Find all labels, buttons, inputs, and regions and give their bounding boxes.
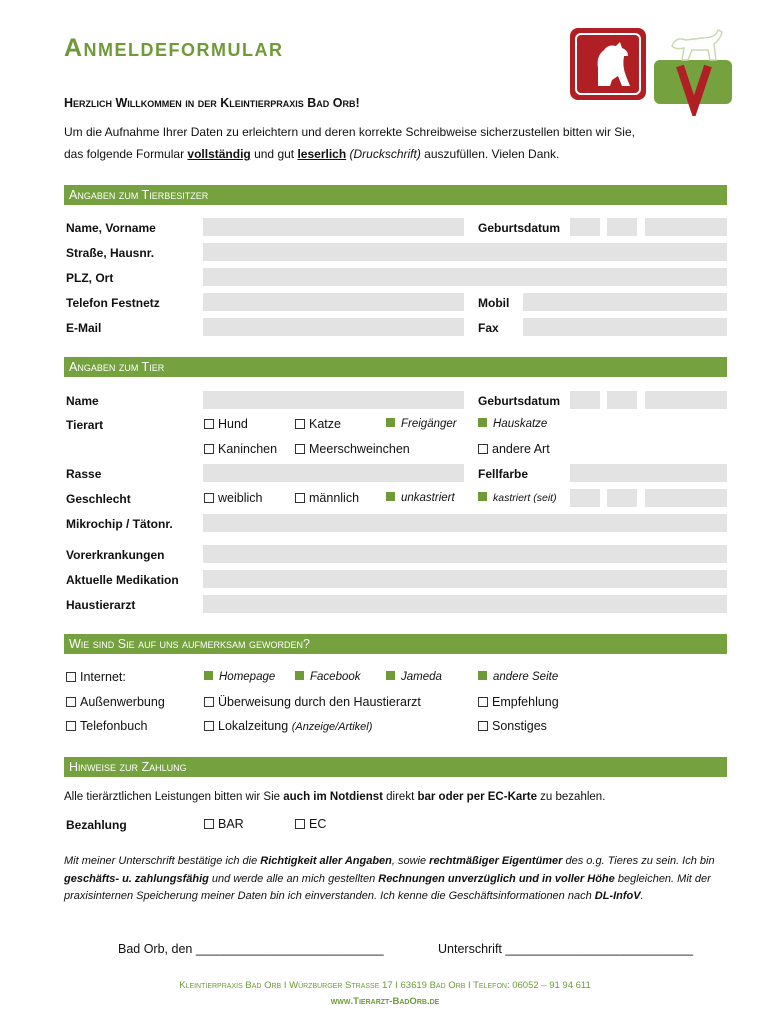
- option-katze[interactable]: Katze: [295, 417, 341, 431]
- checkbox[interactable]: [295, 819, 305, 829]
- label-pet-name: Name: [66, 394, 99, 408]
- pet-name-field[interactable]: [203, 391, 464, 409]
- label-owner-birth: Geburtsdatum: [478, 221, 561, 235]
- label-medikation: Aktuelle Medikation: [66, 573, 179, 587]
- option-meerschweinchen[interactable]: Meerschweinchen: [295, 442, 410, 456]
- label-type: Tierart: [66, 418, 104, 432]
- medikation-field[interactable]: [203, 570, 727, 588]
- kastriert-month-field[interactable]: [607, 489, 637, 507]
- checkbox-filled[interactable]: [204, 671, 213, 680]
- label-vorerkrankungen: Vorerkrankungen: [66, 548, 165, 562]
- form-title: Anmeldeformular: [64, 34, 284, 62]
- owner-birth-day-field[interactable]: [570, 218, 600, 236]
- option-ec[interactable]: EC: [295, 817, 326, 831]
- section-payment: Hinweise zur Zahlung: [64, 757, 727, 777]
- option-facebook[interactable]: Facebook: [295, 671, 361, 683]
- pet-birth-day-field[interactable]: [570, 391, 600, 409]
- option-unkastriert[interactable]: unkastriert: [386, 492, 455, 504]
- checkbox-filled[interactable]: [478, 671, 487, 680]
- option-andere-seite[interactable]: andere Seite: [478, 671, 558, 683]
- checkbox[interactable]: [204, 444, 214, 454]
- chip-field[interactable]: [203, 514, 727, 532]
- confirmation-text: Mit meiner Unterschrift bestätige ich die Richtigkeit aller Angaben, sowie rechtmäßiger Eigentümer des o.g. Tieres zu sein. Ich bin geschäfts- u. zahlungsfähig und werde alle an mich gestellten Rechnungen unverzüglich und in voller Höhe begleichen. Mit der praxisinternen Speicherung meiner Daten bin ich einverstanden. Ich kenne die Geschäftsinformationen nach DL-InfoV.: [64, 855, 715, 902]
- checkbox[interactable]: [295, 419, 305, 429]
- checkbox[interactable]: [66, 697, 76, 707]
- option-homepage[interactable]: Homepage: [204, 671, 275, 683]
- label-haustierarzt: Haustierarzt: [66, 598, 136, 612]
- option-bar[interactable]: BAR: [204, 817, 244, 831]
- option-telefonbuch[interactable]: Telefonbuch: [66, 719, 147, 733]
- rasse-field[interactable]: [203, 464, 464, 482]
- label-fellfarbe: Fellfarbe: [478, 467, 529, 481]
- intro-text: Um die Aufnahme Ihrer Daten zu erleichtern und deren korrekte Schreibweise sicherzustellen bitten wir Sie, das folgende Formular vollständig und gut leserlich (Druckschrift) auszufüllen. Vielen Dank.: [64, 125, 635, 161]
- owner-name-field[interactable]: [203, 218, 464, 236]
- label-geschlecht: Geschlecht: [66, 492, 131, 506]
- option-jameda[interactable]: Jameda: [386, 671, 442, 683]
- option-hauskatze[interactable]: Hauskatze: [478, 418, 547, 430]
- email-field[interactable]: [203, 318, 464, 336]
- label-chip: Mikrochip / Tätonr.: [66, 517, 173, 531]
- checkbox-filled[interactable]: [478, 418, 487, 427]
- checkbox[interactable]: [295, 444, 305, 454]
- checkbox[interactable]: [204, 419, 214, 429]
- label-fax: Fax: [478, 321, 499, 335]
- checkbox-filled[interactable]: [295, 671, 304, 680]
- phone-field[interactable]: [203, 293, 464, 311]
- option-kastriert[interactable]: kastriert (seit): [478, 492, 557, 504]
- fellfarbe-field[interactable]: [570, 464, 727, 482]
- section-source: Wie sind Sie auf uns aufmerksam geworden?: [64, 634, 727, 654]
- checkbox[interactable]: [204, 493, 214, 503]
- option-andere-art[interactable]: andere Art: [478, 442, 550, 456]
- practice-logo: [568, 26, 736, 116]
- label-name: Name, Vorname: [66, 221, 156, 235]
- option-ueberweisung[interactable]: Überweisung durch den Haustierarzt: [204, 695, 421, 709]
- label-rasse: Rasse: [66, 467, 102, 481]
- option-freigaenger[interactable]: Freigänger: [386, 418, 457, 430]
- option-sonstiges[interactable]: Sonstiges: [478, 719, 547, 733]
- kastriert-day-field[interactable]: [570, 489, 600, 507]
- checkbox-filled[interactable]: [386, 492, 395, 501]
- footer-website[interactable]: www.Tierarzt-BadOrb.de: [330, 996, 440, 1007]
- checkbox-filled[interactable]: [386, 418, 395, 427]
- pet-birth-year-field[interactable]: [645, 391, 727, 409]
- option-weiblich[interactable]: weiblich: [204, 491, 262, 505]
- option-kaninchen[interactable]: Kaninchen: [204, 442, 277, 456]
- label-bezahlung: Bezahlung: [66, 818, 127, 832]
- checkbox[interactable]: [204, 721, 214, 731]
- option-empfehlung[interactable]: Empfehlung: [478, 695, 559, 709]
- checkbox[interactable]: [478, 697, 488, 707]
- option-maennlich[interactable]: männlich: [295, 491, 359, 505]
- checkbox-filled[interactable]: [386, 671, 395, 680]
- option-aussenwerbung[interactable]: Außenwerbung: [66, 695, 165, 709]
- checkbox[interactable]: [204, 697, 214, 707]
- checkbox-filled[interactable]: [478, 492, 487, 501]
- checkbox[interactable]: [204, 819, 214, 829]
- owner-birth-year-field[interactable]: [645, 218, 727, 236]
- checkbox[interactable]: [295, 493, 305, 503]
- option-hund[interactable]: Hund: [204, 417, 248, 431]
- welcome-heading: Herzlich Willkommen in der Kleintierpraxis Bad Orb!: [64, 96, 360, 110]
- owner-birth-month-field[interactable]: [607, 218, 637, 236]
- option-internet[interactable]: Internet:: [66, 670, 126, 684]
- checkbox[interactable]: [478, 444, 488, 454]
- checkbox[interactable]: [66, 672, 76, 682]
- label-pet-birth: Geburtsdatum: [478, 394, 561, 408]
- label-mobile: Mobil: [478, 296, 510, 310]
- fax-field[interactable]: [523, 318, 727, 336]
- label-phone: Telefon Festnetz: [66, 296, 160, 310]
- section-pet: Angaben zum Tier: [64, 357, 727, 377]
- label-email: E-Mail: [66, 321, 102, 335]
- street-field[interactable]: [203, 243, 727, 261]
- label-plz: PLZ, Ort: [66, 271, 114, 285]
- section-owner: Angaben zum Tierbesitzer: [64, 185, 727, 205]
- pet-birth-month-field[interactable]: [607, 391, 637, 409]
- footer-address: Kleintierpraxis Bad Orb I Würzburger Straße 17 I 63619 Bad Orb I Telefon: 06052 – 91 94 611: [179, 980, 591, 991]
- checkbox[interactable]: [66, 721, 76, 731]
- plz-field[interactable]: [203, 268, 727, 286]
- signature-place-date[interactable]: Bad Orb, den ___________________________: [118, 942, 384, 956]
- kastriert-year-field[interactable]: [645, 489, 727, 507]
- label-street: Straße, Hausnr.: [66, 246, 155, 260]
- haustierarzt-field[interactable]: [203, 595, 727, 613]
- payment-note: Alle tierärztlichen Leistungen bitten wir Sie auch im Notdienst direkt bar oder per EC-Karte zu bezahlen.: [64, 791, 606, 803]
- option-lokalzeitung[interactable]: Lokalzeitung (Anzeige/Artikel): [204, 719, 372, 733]
- signature-line[interactable]: Unterschrift ___________________________: [438, 942, 694, 956]
- vorerkrankungen-field[interactable]: [203, 545, 727, 563]
- checkbox[interactable]: [478, 721, 488, 731]
- mobile-field[interactable]: [523, 293, 727, 311]
